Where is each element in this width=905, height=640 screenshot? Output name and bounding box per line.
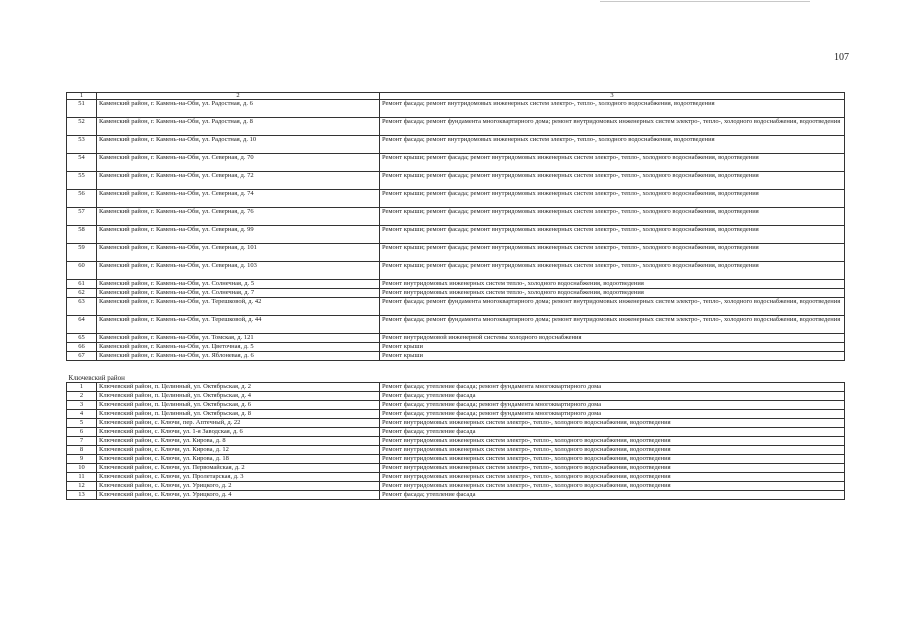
table-row [67,410,845,419]
row-address: Каменский район, г. Камень-на-Оби, ул. Северная, д. 101 [97,244,380,262]
table-row [67,190,845,208]
row-number: 11 [67,473,97,482]
row-number: 4 [67,410,97,419]
row-work-type: Ремонт фасада; утепление фасада [380,392,845,401]
row-number: 60 [67,262,97,280]
row-number: 8 [67,446,97,455]
row-number: 52 [67,118,97,136]
scan-artifact-line [600,1,810,2]
table-row [67,208,845,226]
row-address: Каменский район, г. Камень-на-Оби, ул. Северная, д. 99 [97,226,380,244]
row-number: 5 [67,419,97,428]
row-work-type: Ремонт крыши; ремонт фасада; ремонт внутридомовых инженерных систем электро-, тепло-, холодного водоснабжения, водоотведения [380,244,845,262]
row-work-type: Ремонт крыши; ремонт фасада; ремонт внутридомовых инженерных систем электро-, тепло-, холодного водоснабжения, водоотведения [380,262,845,280]
row-work-type: Ремонт внутридомовых инженерных систем электро-, тепло-, холодного водоснабжения, водоотведения [380,437,845,446]
row-address: Каменский район, г. Камень-на-Оби, ул. Яблоневая, д. 6 [97,352,380,361]
page-number: 107 [834,52,849,63]
row-work-type: Ремонт крыши; ремонт фасада; ремонт внутридомовых инженерных систем электро-, тепло-, холодного водоснабжения, водоотведения [380,208,845,226]
row-address: Каменский район, г. Камень-на-Оби, ул. Радостная, д. 10 [97,136,380,154]
row-work-type: Ремонт внутридомовой инженерной системы холодного водоснабжения [380,334,845,343]
row-number: 58 [67,226,97,244]
row-work-type: Ремонт крыши; ремонт фасада; ремонт внутридомовых инженерных систем электро-, тепло-, холодного водоснабжения, водоотведения [380,172,845,190]
row-address: Каменский район, г. Камень-на-Оби, ул. Цветочная, д. 5 [97,343,380,352]
table-row [67,392,845,401]
row-address: Каменский район, г. Камень-на-Оби, ул. Северная, д. 74 [97,190,380,208]
table-row [67,343,845,352]
row-number: 64 [67,316,97,334]
table-row [67,334,845,343]
section-title: Ключевский район [68,374,125,382]
row-work-type: Ремонт фасада; ремонт фундамента многоквартирного дома; ремонт внутридомовых инженерных систем электро-, тепло-, холодного водоснабжения, водоотведения [380,298,845,316]
header-col-3: 3 [380,93,845,100]
row-work-type: Ремонт внутридомовых инженерных систем электро-, тепло-, холодного водоснабжения, водоотведения [380,446,845,455]
row-number: 13 [67,491,97,500]
row-number: 6 [67,428,97,437]
row-address: Каменский район, г. Камень-на-Оби, ул. Терешковой, д. 42 [97,298,380,316]
row-work-type: Ремонт фасада; ремонт фундамента многоквартирного дома; ремонт внутридомовых инженерных систем электро-, тепло-, холодного водоснабжения, водоотведения [380,118,845,136]
row-address: Ключевский район, с. Ключи, ул. Кирова, д. 8 [97,437,380,446]
header-col-2: 2 [97,93,380,100]
table-row [67,419,845,428]
table-row [67,262,845,280]
row-address: Каменский район, г. Камень-на-Оби, ул. Северная, д. 103 [97,262,380,280]
row-address: Ключевский район, п. Целинный, ул. Октябрьская, д. 4 [97,392,380,401]
row-work-type: Ремонт фасада; утепление фасада; ремонт фундамента многоквартирного дома [380,401,845,410]
row-number: 1 [67,383,97,392]
row-work-type: Ремонт фасада; утепление фасада [380,491,845,500]
table-row [67,401,845,410]
row-work-type: Ремонт внутридомовых инженерных систем электро-, тепло-, холодного водоснабжения, водоотведения [380,464,845,473]
row-work-type: Ремонт крыши; ремонт фасада; ремонт внутридомовых инженерных систем электро-, тепло-, холодного водоснабжения, водоотведения [380,154,845,172]
row-number: 2 [67,392,97,401]
row-address: Каменский район, г. Камень-на-Оби, ул. Солнечная, д. 7 [97,289,380,298]
row-number: 57 [67,208,97,226]
row-work-type: Ремонт крыши; ремонт фасада; ремонт внутридомовых инженерных систем электро-, тепло-, холодного водоснабжения, водоотведения [380,190,845,208]
row-address: Ключевский район, с. Ключи, ул. Пролетарская, д. 3 [97,473,380,482]
table-row [67,464,845,473]
table-row [67,172,845,190]
row-number: 12 [67,482,97,491]
row-work-type: Ремонт внутридомовых инженерных систем электро-, тепло-, холодного водоснабжения, водоотведения [380,419,845,428]
row-number: 67 [67,352,97,361]
row-address: Ключевский район, п. Целинный, ул. Октябрьская, д. 2 [97,383,380,392]
row-work-type: Ремонт крыши [380,343,845,352]
row-number: 66 [67,343,97,352]
table-row [67,316,845,334]
row-address: Ключевский район, с. Ключи, ул. Кирова, д. 12 [97,446,380,455]
row-address: Ключевский район, п. Целинный, ул. Октябрьская, д. 6 [97,401,380,410]
row-number: 55 [67,172,97,190]
table-row [67,446,845,455]
row-work-type: Ремонт фасада; утепление фасада; ремонт фундамента многоквартирного дома [380,383,845,392]
table-row [67,428,845,437]
row-number: 63 [67,298,97,316]
row-work-type: Ремонт внутридомовых инженерных систем тепло-, холодного водоснабжения, водоотведения [380,280,845,289]
row-number: 3 [67,401,97,410]
section-row [67,364,845,383]
row-work-type: Ремонт фасада; ремонт фундамента многоквартирного дома; ремонт внутридомовых инженерных систем электро-, тепло-, холодного водоснабжения, водоотведения [380,316,845,334]
row-number: 65 [67,334,97,343]
row-address: Ключевский район, с. Ключи, ул. Урицкого, д. 2 [97,482,380,491]
row-address: Ключевский район, с. Ключи, ул. Урицкого, д. 4 [97,491,380,500]
row-work-type: Ремонт крыши; ремонт фасада; ремонт внутридомовых инженерных систем электро-, тепло-, холодного водоснабжения, водоотведения [380,226,845,244]
row-number: 51 [67,100,97,118]
row-work-type: Ремонт фасада; ремонт внутридомовых инженерных систем электро-, тепло-, холодного водоснабжения, водоотведения [380,100,845,118]
row-number: 61 [67,280,97,289]
table-row [67,482,845,491]
row-work-type: Ремонт фасада; ремонт внутридомовых инженерных систем электро-, тепло-, холодного водоснабжения, водоотведения [380,136,845,154]
row-number: 53 [67,136,97,154]
row-number: 7 [67,437,97,446]
row-number: 9 [67,455,97,464]
row-address: Каменский район, г. Камень-на-Оби, ул. Радостная, д. 8 [97,118,380,136]
row-work-type: Ремонт внутридомовых инженерных систем тепло-, холодного водоснабжения, водоотведения [380,289,845,298]
row-work-type: Ремонт внутридомовых инженерных систем электро-, тепло-, холодного водоснабжения, водоотведения [380,482,845,491]
row-work-type: Ремонт фасада; утепление фасада [380,428,845,437]
row-address: Каменский район, г. Камень-на-Оби, ул. Солнечная, д. 5 [97,280,380,289]
row-address: Каменский район, г. Камень-на-Оби, ул. Северная, д. 72 [97,172,380,190]
table-row [67,289,845,298]
row-address: Каменский район, г. Камень-на-Оби, ул. Северная, д. 70 [97,154,380,172]
works-table [66,92,845,500]
row-work-type: Ремонт фасада; утепление фасада; ремонт фундамента многоквартирного дома [380,410,845,419]
table-row [67,352,845,361]
table-row [67,455,845,464]
table-row [67,136,845,154]
table-row [67,244,845,262]
row-number: 10 [67,464,97,473]
row-number: 62 [67,289,97,298]
row-address: Ключевский район, с. Ключи, ул. Кирова, д. 18 [97,455,380,464]
table-row [67,437,845,446]
table-row [67,383,845,392]
table-row [67,298,845,316]
row-address: Каменский район, г. Камень-на-Оби, ул. Терешковой, д. 44 [97,316,380,334]
header-col-1: 1 [67,93,97,100]
row-work-type: Ремонт крыши [380,352,845,361]
row-address: Каменский район, г. Камень-на-Оби, ул. Северная, д. 76 [97,208,380,226]
row-work-type: Ремонт внутридомовых инженерных систем электро-, тепло-, холодного водоснабжения, водоотведения [380,473,845,482]
table-row [67,473,845,482]
row-address: Ключевский район, с. Ключи, ул. 1-я Заводская, д. 6 [97,428,380,437]
table-row [67,280,845,289]
table-row [67,100,845,118]
table-header-row [67,93,845,100]
row-address: Ключевский район, п. Целинный, ул. Октябрьская, д. 8 [97,410,380,419]
row-number: 59 [67,244,97,262]
row-address: Каменский район, г. Камень-на-Оби, ул. Томская, д. 121 [97,334,380,343]
table-row [67,226,845,244]
table-row [67,491,845,500]
row-number: 54 [67,154,97,172]
row-address: Каменский район, г. Камень-на-Оби, ул. Радостная, д. 6 [97,100,380,118]
table-row [67,118,845,136]
row-number: 56 [67,190,97,208]
row-work-type: Ремонт внутридомовых инженерных систем электро-, тепло-, холодного водоснабжения, водоотведения [380,455,845,464]
row-address: Ключевский район, с. Ключи, пер. Аптечный, д. 22 [97,419,380,428]
row-address: Ключевский район, с. Ключи, ул. Первомайская, д. 2 [97,464,380,473]
table-row [67,154,845,172]
